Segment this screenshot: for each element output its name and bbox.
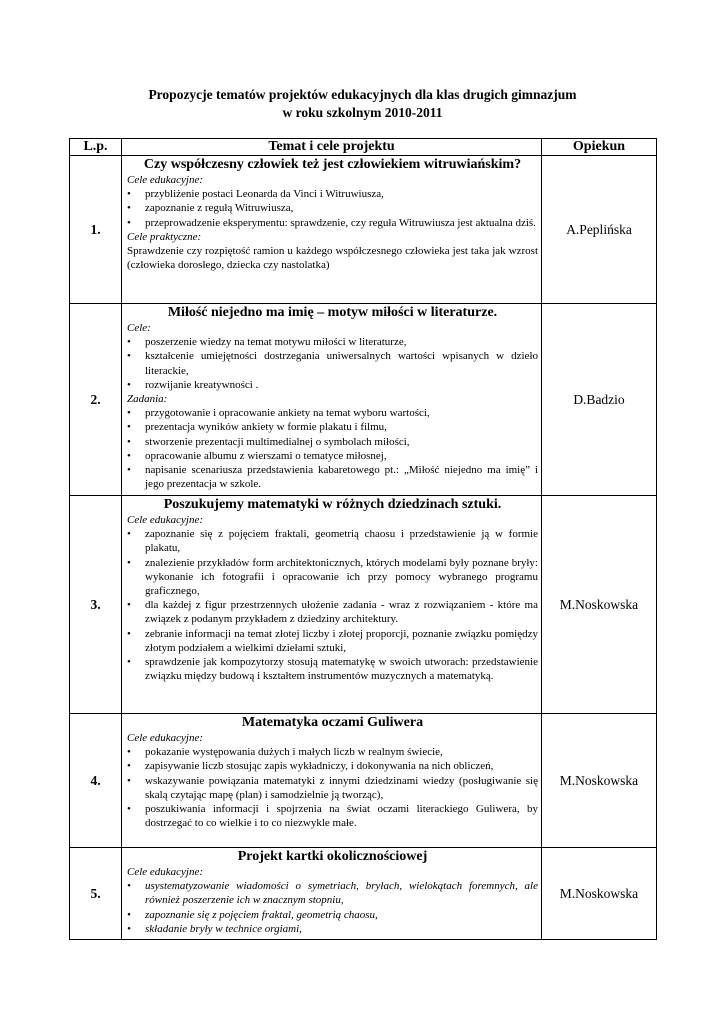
list-item: • sprawdzenie jak kompozytorzy stosują matematykę w swoich utworach: przedstawienie związku między budową i kształtem instrumentów muzycznych a matematyką. bbox=[123, 655, 538, 683]
list-item: • napisanie scenariusza przedstawienia kabaretowego pt.: „Miłość niejedno ma imię” i jego prezentacja w szkole. bbox=[123, 463, 538, 491]
list-item: • przybliżenie postaci Leonarda da Vinci i Witruwiusza, bbox=[123, 187, 538, 201]
table-row bbox=[70, 848, 657, 940]
list-item: • wskazywanie powiązania matematyki z innymi dziedzinami wiedzy (posługiwanie się skalą czytając mapę (plan) i samodzielnie ją tworząc), bbox=[123, 774, 538, 802]
goal-list bbox=[127, 879, 538, 936]
list-item: • kształcenie umiejętności dostrzegania uniwersalnych wartości wpisanych w dzieło literackie, bbox=[123, 349, 538, 377]
table-header-row bbox=[70, 139, 657, 156]
list-item: • stworzenie prezentacji multimedialnej o symbolach miłości, bbox=[123, 435, 538, 449]
list-item: • rozwijanie kreatywności . bbox=[123, 378, 538, 392]
row-supervisor: M.Noskowska bbox=[542, 848, 657, 940]
section-label: Cele edukacyjne: bbox=[127, 514, 204, 526]
row-topic-cell bbox=[122, 304, 542, 496]
row-number: 1. bbox=[70, 156, 122, 304]
project-title: Poszukujemy matematyki w różnych dziedzinach sztuki. bbox=[163, 497, 502, 512]
list-item: • dla każdej z figur przestrzennych ułożenie zadania - wraz z rozwiązaniem - które ma związek z podanym przykładem z dziedziny architektury. bbox=[123, 598, 538, 626]
list-item: • opracowanie albumu z wierszami o tematyce miłosnej, bbox=[123, 449, 538, 463]
projects-table bbox=[69, 138, 657, 940]
table-row bbox=[70, 714, 657, 848]
goal-list bbox=[127, 527, 538, 683]
list-item: • zapoznanie z regułą Witruwiusza, bbox=[123, 201, 538, 215]
project-title: Miłość niejedno ma imię – motyw miłości w literaturze. bbox=[167, 305, 498, 320]
list-item: • znalezienie przykładów form architektonicznych, których modelami były poznane bryły: wykonanie ich fotografii i opracowanie ich przy pomocy wybranego programu graficznego, bbox=[123, 556, 538, 599]
header-lp: L.p. bbox=[70, 139, 122, 156]
header-topic: Temat i cele projektu bbox=[122, 139, 542, 156]
list-item: • przygotowanie i opracowanie ankiety na temat wyboru wartości, bbox=[123, 406, 538, 420]
section-label: Cele praktyczne: bbox=[127, 230, 202, 243]
section-label: Zadania: bbox=[127, 393, 168, 406]
row-supervisor: M.Noskowska bbox=[542, 496, 657, 714]
list-item: • zebranie informacji na temat złotej liczby i złotej proporcji, poznanie związku pomiędzy złotym podziałem a wielkimi dziełami sztuki, bbox=[123, 627, 538, 655]
section-label: Cele: bbox=[127, 322, 151, 334]
list-item: • poszerzenie wiedzy na temat motywu miłości w literaturze, bbox=[123, 335, 538, 349]
row-topic-cell bbox=[122, 848, 542, 940]
section-label: Cele edukacyjne: bbox=[127, 174, 204, 186]
table-row bbox=[70, 156, 657, 304]
list-item: • pokazanie występowania dużych i małych liczb w realnym świecie, bbox=[123, 745, 538, 759]
row-topic-cell bbox=[122, 156, 542, 304]
goal-list bbox=[127, 406, 538, 491]
section-label: Cele edukacyjne: bbox=[127, 866, 204, 878]
row-topic-cell bbox=[122, 496, 542, 714]
row-supervisor: M.Noskowska bbox=[542, 714, 657, 848]
section-label: Cele edukacyjne: bbox=[127, 732, 204, 744]
title-line-2: w roku szkolnym 2010-2011 bbox=[282, 105, 443, 120]
row-supervisor: A.Peplińska bbox=[542, 156, 657, 304]
row-number: 5. bbox=[70, 848, 122, 940]
row-number: 4. bbox=[70, 714, 122, 848]
project-title: Matematyka oczami Guliwera bbox=[241, 715, 424, 730]
row-topic-cell bbox=[122, 714, 542, 848]
row-number: 2. bbox=[70, 304, 122, 496]
list-item: • usystematyzowanie wiadomości o symetriach, bryłach, wielokątach foremnych, ale również poszerzenie ich w znacznym stopniu, bbox=[123, 879, 538, 907]
header-supervisor: Opiekun bbox=[542, 139, 657, 156]
section-text: Sprawdzenie czy rozpiętość ramion u każdego współczesnego człowieka jest taka jak wzrost (człowieka dorosłego, dziecka czy nastolatka) bbox=[127, 245, 538, 272]
list-item: • przeprowadzenie eksperymentu: sprawdzenie, czy reguła Witruwiusza jest aktualna dziś. bbox=[123, 216, 538, 230]
list-item: • poszukiwania informacji i spojrzenia na świat oczami literackiego Guliwera, by dostrzegać to co wielkie i to co niezwykle małe. bbox=[123, 802, 538, 830]
title-line-1: Propozycje tematów projektów edukacyjnych dla klas drugich gimnazjum bbox=[148, 87, 577, 102]
table-row bbox=[70, 304, 657, 496]
row-number: 3. bbox=[70, 496, 122, 714]
row-supervisor: D.Badzio bbox=[542, 304, 657, 496]
list-item: • prezentacja wyników ankiety w formie plakatu i filmu, bbox=[123, 420, 538, 434]
project-title: Czy współczesny człowiek też jest człowiekiem witruwiańskim? bbox=[143, 157, 522, 172]
document-title bbox=[0, 86, 725, 122]
goal-list bbox=[127, 335, 538, 392]
list-item: • składanie bryły w technice orgiami, bbox=[123, 922, 538, 936]
list-item: • zapisywanie liczb stosując zapis wykładniczy, i dokonywania na nich obliczeń, bbox=[123, 759, 538, 773]
project-title: Projekt kartki okolicznościowej bbox=[237, 849, 428, 864]
table-row bbox=[70, 496, 657, 714]
list-item: • zapoznanie się z pojęciem fraktal, geometrią chaosu, bbox=[123, 908, 538, 922]
list-item: • zapoznanie się z pojęciem fraktali, geometrią chaosu i przedstawienie ją w formie plakatu, bbox=[123, 527, 538, 555]
goal-list bbox=[127, 745, 538, 830]
goal-list bbox=[127, 187, 538, 230]
